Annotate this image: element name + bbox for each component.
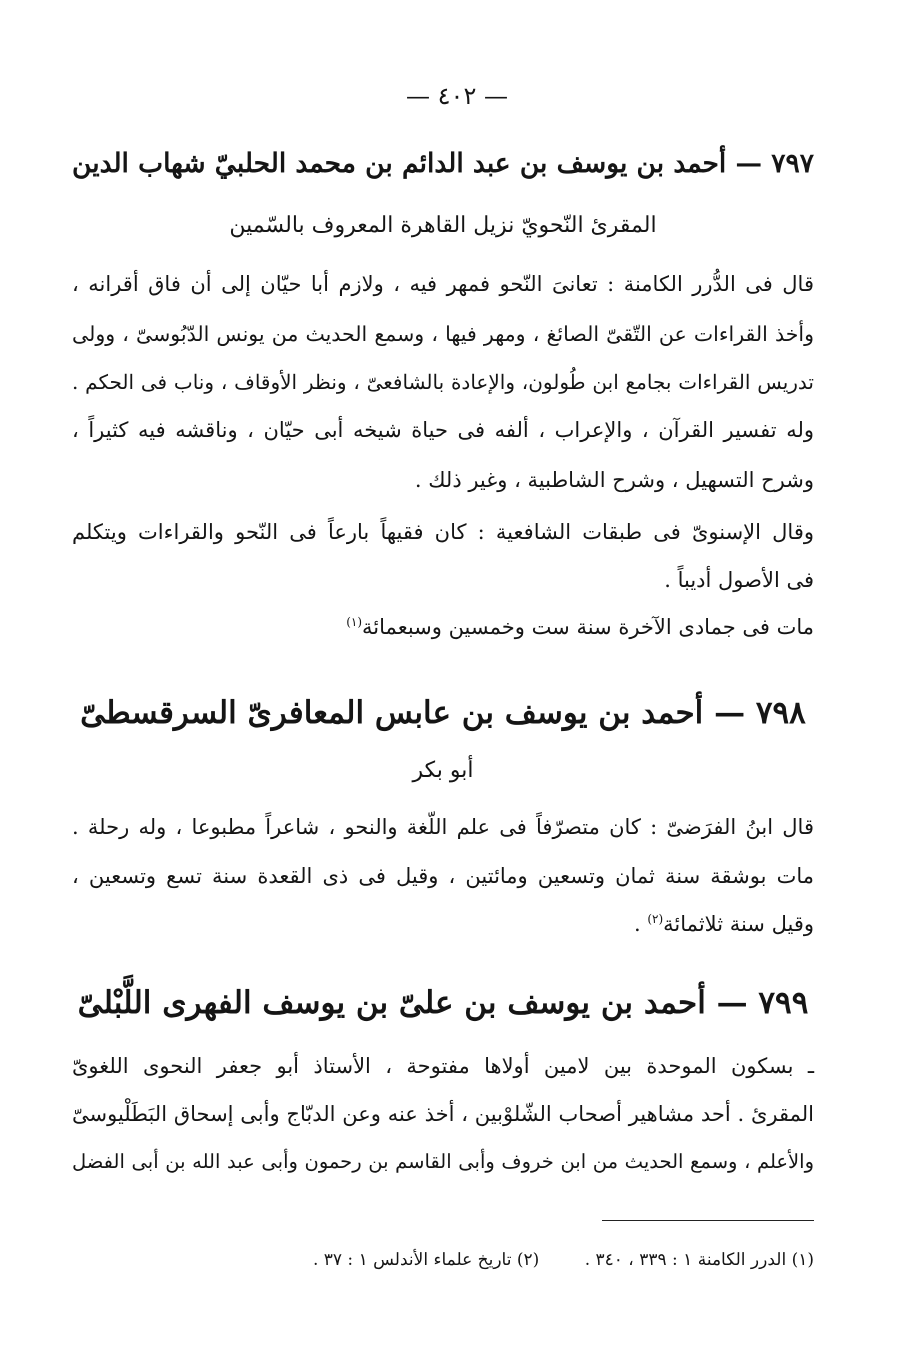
entry-799-line-3: والأعلم ، وسمع الحديث من ابن خروف وأبى القاسم بن رحمون وأبى عبد الله بن أبى الفضل xyxy=(72,1150,814,1173)
entry-797-line-4: وله تفسير القرآن ، والإعراب ، ألفه فى حياة شيخه أبى حيّان ، وناقشه فيه كثيراً ، xyxy=(72,418,814,442)
entry-797-death-text: مات فى جمادى الآخرة سنة ست وخمسين وسبعمائة xyxy=(362,615,814,639)
entry-797-line-2: وأخذ القراءات عن التّقىّ الصائغ ، ومهر فيها ، وسمع الحديث من يونس الدّبُوسىّ ، وولى xyxy=(72,322,814,346)
footnote-2: (٢) تاريخ علماء الأندلس ١ : ٣٧ . xyxy=(312,1250,540,1270)
entry-798-line-1: قال ابنُ الفرَضىّ : كان متصرّفاً فى علم اللّغة والنحو ، شاعراً مطبوعا ، وله رحلة . xyxy=(72,815,814,839)
entry-797-line-5: وشرح التسهيل ، وشرح الشاطبية ، وغير ذلك . xyxy=(414,468,814,492)
footnotes xyxy=(150,1250,814,1270)
entry-797-line-7: فى الأصول أديباً . xyxy=(664,568,814,592)
entry-797-heading: ٧٩٧ — أحمد بن يوسف بن عبد الدائم بن محمد الحلبيّ شهاب الدين xyxy=(72,148,814,179)
entry-797-line-6: وقال الإسنوىّ فى طبقات الشافعية : كان فقيهاً بارعاً فى النّحو والقراءات ويتكلم xyxy=(72,520,814,544)
entry-799-line-1: ـ بسكون الموحدة بين لامين أولاها مفتوحة ، الأستاذ أبو جعفر النحوى اللغوىّ xyxy=(72,1054,814,1078)
entry-797-line-3: تدريس القراءات بجامع ابن طُولون، والإعادة بالشافعىّ ، ونظر الأوقاف ، وناب فى الحكم . xyxy=(72,370,814,394)
entry-799-heading: ٧٩٩ — أحمد بن يوسف بن علىّ بن يوسف الفهرى اللَّبْلىّ xyxy=(77,985,809,1021)
footnote-1: (١) الدرر الكامنة ١ : ٣٣٩ ، ٣٤٠ . xyxy=(584,1250,814,1270)
footnote-ref-2: (٢) xyxy=(647,912,664,926)
entry-798-line-2: مات بوشقة سنة ثمان وتسعين ومائتين ، وقيل فى ذى القعدة سنة تسع وتسعين ، xyxy=(72,864,814,888)
entry-797-line-1: قال فى الدُّرر الكامنة : تعانىَ النّحو فمهر فيه ، ولازم أبا حيّان إلى أن فاق أقرانه ، xyxy=(72,272,814,296)
footnote-ref-1: (١) xyxy=(346,615,363,629)
entry-798-subheading: أبو بكر xyxy=(412,758,474,783)
footnote-divider xyxy=(602,1220,814,1221)
entry-798-last-text: وقيل سنة ثلاثمائة xyxy=(663,912,814,936)
entry-798-line-3 xyxy=(72,912,814,937)
page-number: — ٤٠٢ — xyxy=(406,82,508,110)
entry-798-heading: ٧٩٨ — أحمد بن يوسف بن عابس المعافرىّ السرقسطىّ xyxy=(80,695,806,731)
entry-798-trailing: . xyxy=(633,912,648,936)
entry-797-subheading: المقرئ النّحويّ نزيل القاهرة المعروف بالسّمين xyxy=(229,213,657,238)
entry-797-line-8 xyxy=(72,615,814,640)
entry-799-line-2: المقرئ . أحد مشاهير أصحاب الشّلوْبين ، أخذ عنه وعن الدبّاج وأبى إسحاق البَطَلْيوسىّ xyxy=(72,1102,814,1126)
